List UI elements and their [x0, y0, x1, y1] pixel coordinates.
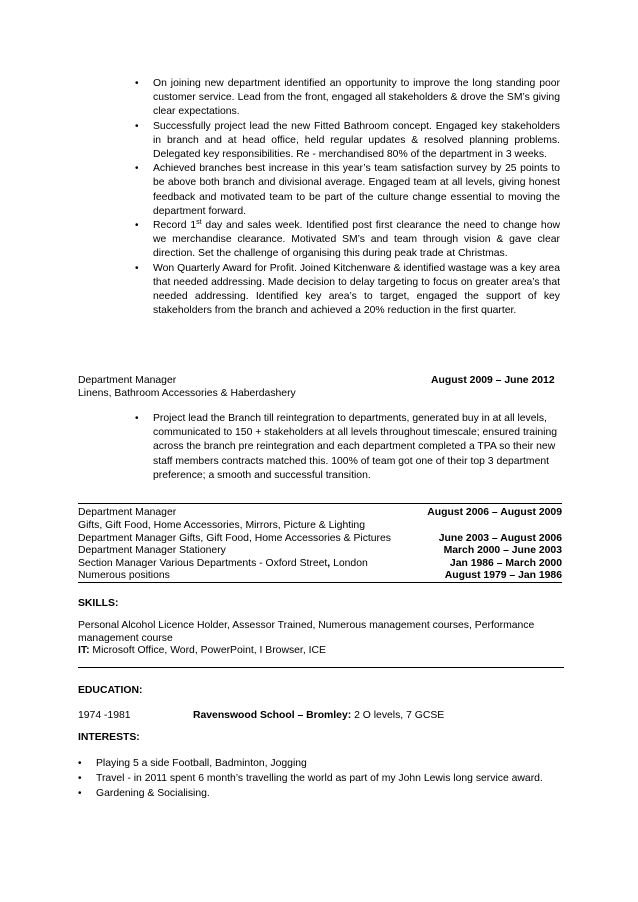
list-item: [78, 786, 566, 801]
role-subtitle: Linens, Bathroom Accessories & Haberdashery: [78, 388, 296, 399]
bullet-icon: •: [78, 788, 82, 800]
history-dates: August 1979 – Jan 1986: [444, 570, 562, 581]
divider: [78, 667, 564, 668]
superscript: st: [196, 219, 202, 227]
bullet-text: Achieved branches best increase in this year’s team satisfaction survey by 25 points to be above both branch and divisional average. Engaged team at all levels, giving honest feedback and motivated team to be part of the culture change essential to moving the department forward.: [153, 163, 560, 217]
history-row: [78, 569, 562, 582]
education-detail: [193, 709, 444, 722]
list-item: [78, 756, 566, 771]
school-name: Ravenswood School – Bromley:: [193, 710, 352, 721]
bullet-icon: •: [135, 220, 139, 232]
list-item: [135, 262, 560, 319]
skills-heading: SKILLS:: [78, 598, 119, 609]
history-row: [78, 506, 562, 519]
history-title: Department Manager Gifts, Gift Food, Home Accessories & Pictures: [78, 533, 391, 544]
bullet-text-post: day and sales week. Identified post first clearance the need to change how we merchandise clearance. Motivated SM’s and team through vision & gave clear direction. Set the challenge of organising this during peak trade at Christmas.: [153, 220, 560, 260]
bullet-text: Won Quarterly Award for Profit. Joined Kitchenware & identified wastage was a key area that needed addressing. Made decision to delay targeting to focus on greater area’s that needed addressing. Identified key area’s to target, engaged the support of key stakeholders from the branch and achieved a 20% reduction in the first quarter.: [153, 262, 560, 317]
bullet-icon: •: [135, 413, 139, 424]
bullet-icon: •: [135, 78, 139, 89]
achievements-list: [135, 77, 560, 318]
list-item: [135, 77, 560, 120]
bullet-icon: •: [78, 758, 82, 769]
interest-text: Playing 5 a side Football, Badminton, Jogging: [96, 758, 307, 769]
divider: [78, 582, 562, 583]
role-achievements-list: [135, 412, 560, 483]
it-text: Microsoft Office, Word, PowerPoint, I Browser, ICE: [89, 645, 326, 656]
history-dates: March 2000 – June 2003: [443, 545, 562, 556]
role-title: Department Manager: [78, 375, 177, 386]
interest-text: Travel - in 2011 spent 6 month’s travelling the world as part of my John Lewis long service award.: [96, 773, 543, 785]
list-item: [135, 120, 560, 163]
interests-list: [78, 756, 566, 802]
bullet-text: On joining new department identified an opportunity to improve the long standing poor customer service. Lead from the front, engaged all stakeholders & drove the SM’s giving clear expectations.: [153, 78, 560, 118]
bullet-icon: •: [135, 163, 139, 175]
history-title-pre: Section Manager Various Departments - Oxford Street: [78, 558, 328, 569]
it-skills: [78, 644, 562, 657]
list-item: [78, 771, 566, 786]
history-title-comma: ,: [327, 558, 331, 569]
interests-heading: INTERESTS:: [78, 732, 140, 743]
bullet-text-pre: Record 1: [153, 220, 197, 232]
list-item: [135, 219, 560, 262]
role-dates: August 2009 – June 2012: [431, 375, 555, 386]
bullet-text: Project lead the Branch till reintegration to departments, generated buy in at all levels, communicated to 150 + stakeholders at all levels throughout timescale; ensured training across the branch pre reintegration and each department completed a TPA so their new staff members contracts matched this. 100% of team got one of their top 3 department preference; a smooth and successful transition.: [153, 413, 558, 481]
skills-text: Personal Alcohol Licence Holder, Assessor Trained, Numerous management courses, Performance management course: [78, 620, 535, 644]
education-result: 2 O levels, 7 GCSE: [351, 710, 445, 721]
history-title: Department Manager Stationery: [78, 545, 226, 556]
bullet-icon: •: [135, 262, 139, 274]
list-item: [135, 412, 560, 483]
bullet-icon: •: [78, 773, 82, 785]
education-heading: EDUCATION:: [78, 685, 143, 696]
history-dates: August 2006 – August 2009: [427, 507, 562, 518]
bullet-icon: •: [135, 120, 139, 132]
history-row: [78, 544, 562, 557]
education-years: 1974 -1981: [78, 710, 131, 721]
history-title-post: London: [330, 558, 368, 569]
interest-text: Gardening & Socialising.: [96, 788, 210, 800]
history-dates: June 2003 – August 2006: [438, 533, 562, 544]
bullet-text: Successfully project lead the new Fitted Bathroom concept. Engaged key stakeholders in branch and at head office, held regular updates & resolved planning problems. Delegated key responsibilities. Re - merchandised 80% of the department in 3 weeks.: [153, 120, 560, 161]
history-title: Numerous positions: [78, 570, 170, 581]
it-label: IT:: [78, 645, 90, 656]
history-title: Department Manager: [78, 507, 177, 518]
history-row: [78, 519, 562, 532]
history-dates: Jan 1986 – March 2000: [449, 558, 562, 569]
list-item: [135, 162, 560, 219]
divider: [78, 503, 562, 504]
history-title: Gifts, Gift Food, Home Accessories, Mirrors, Picture & Lighting: [78, 520, 365, 531]
education-row: [78, 709, 562, 722]
